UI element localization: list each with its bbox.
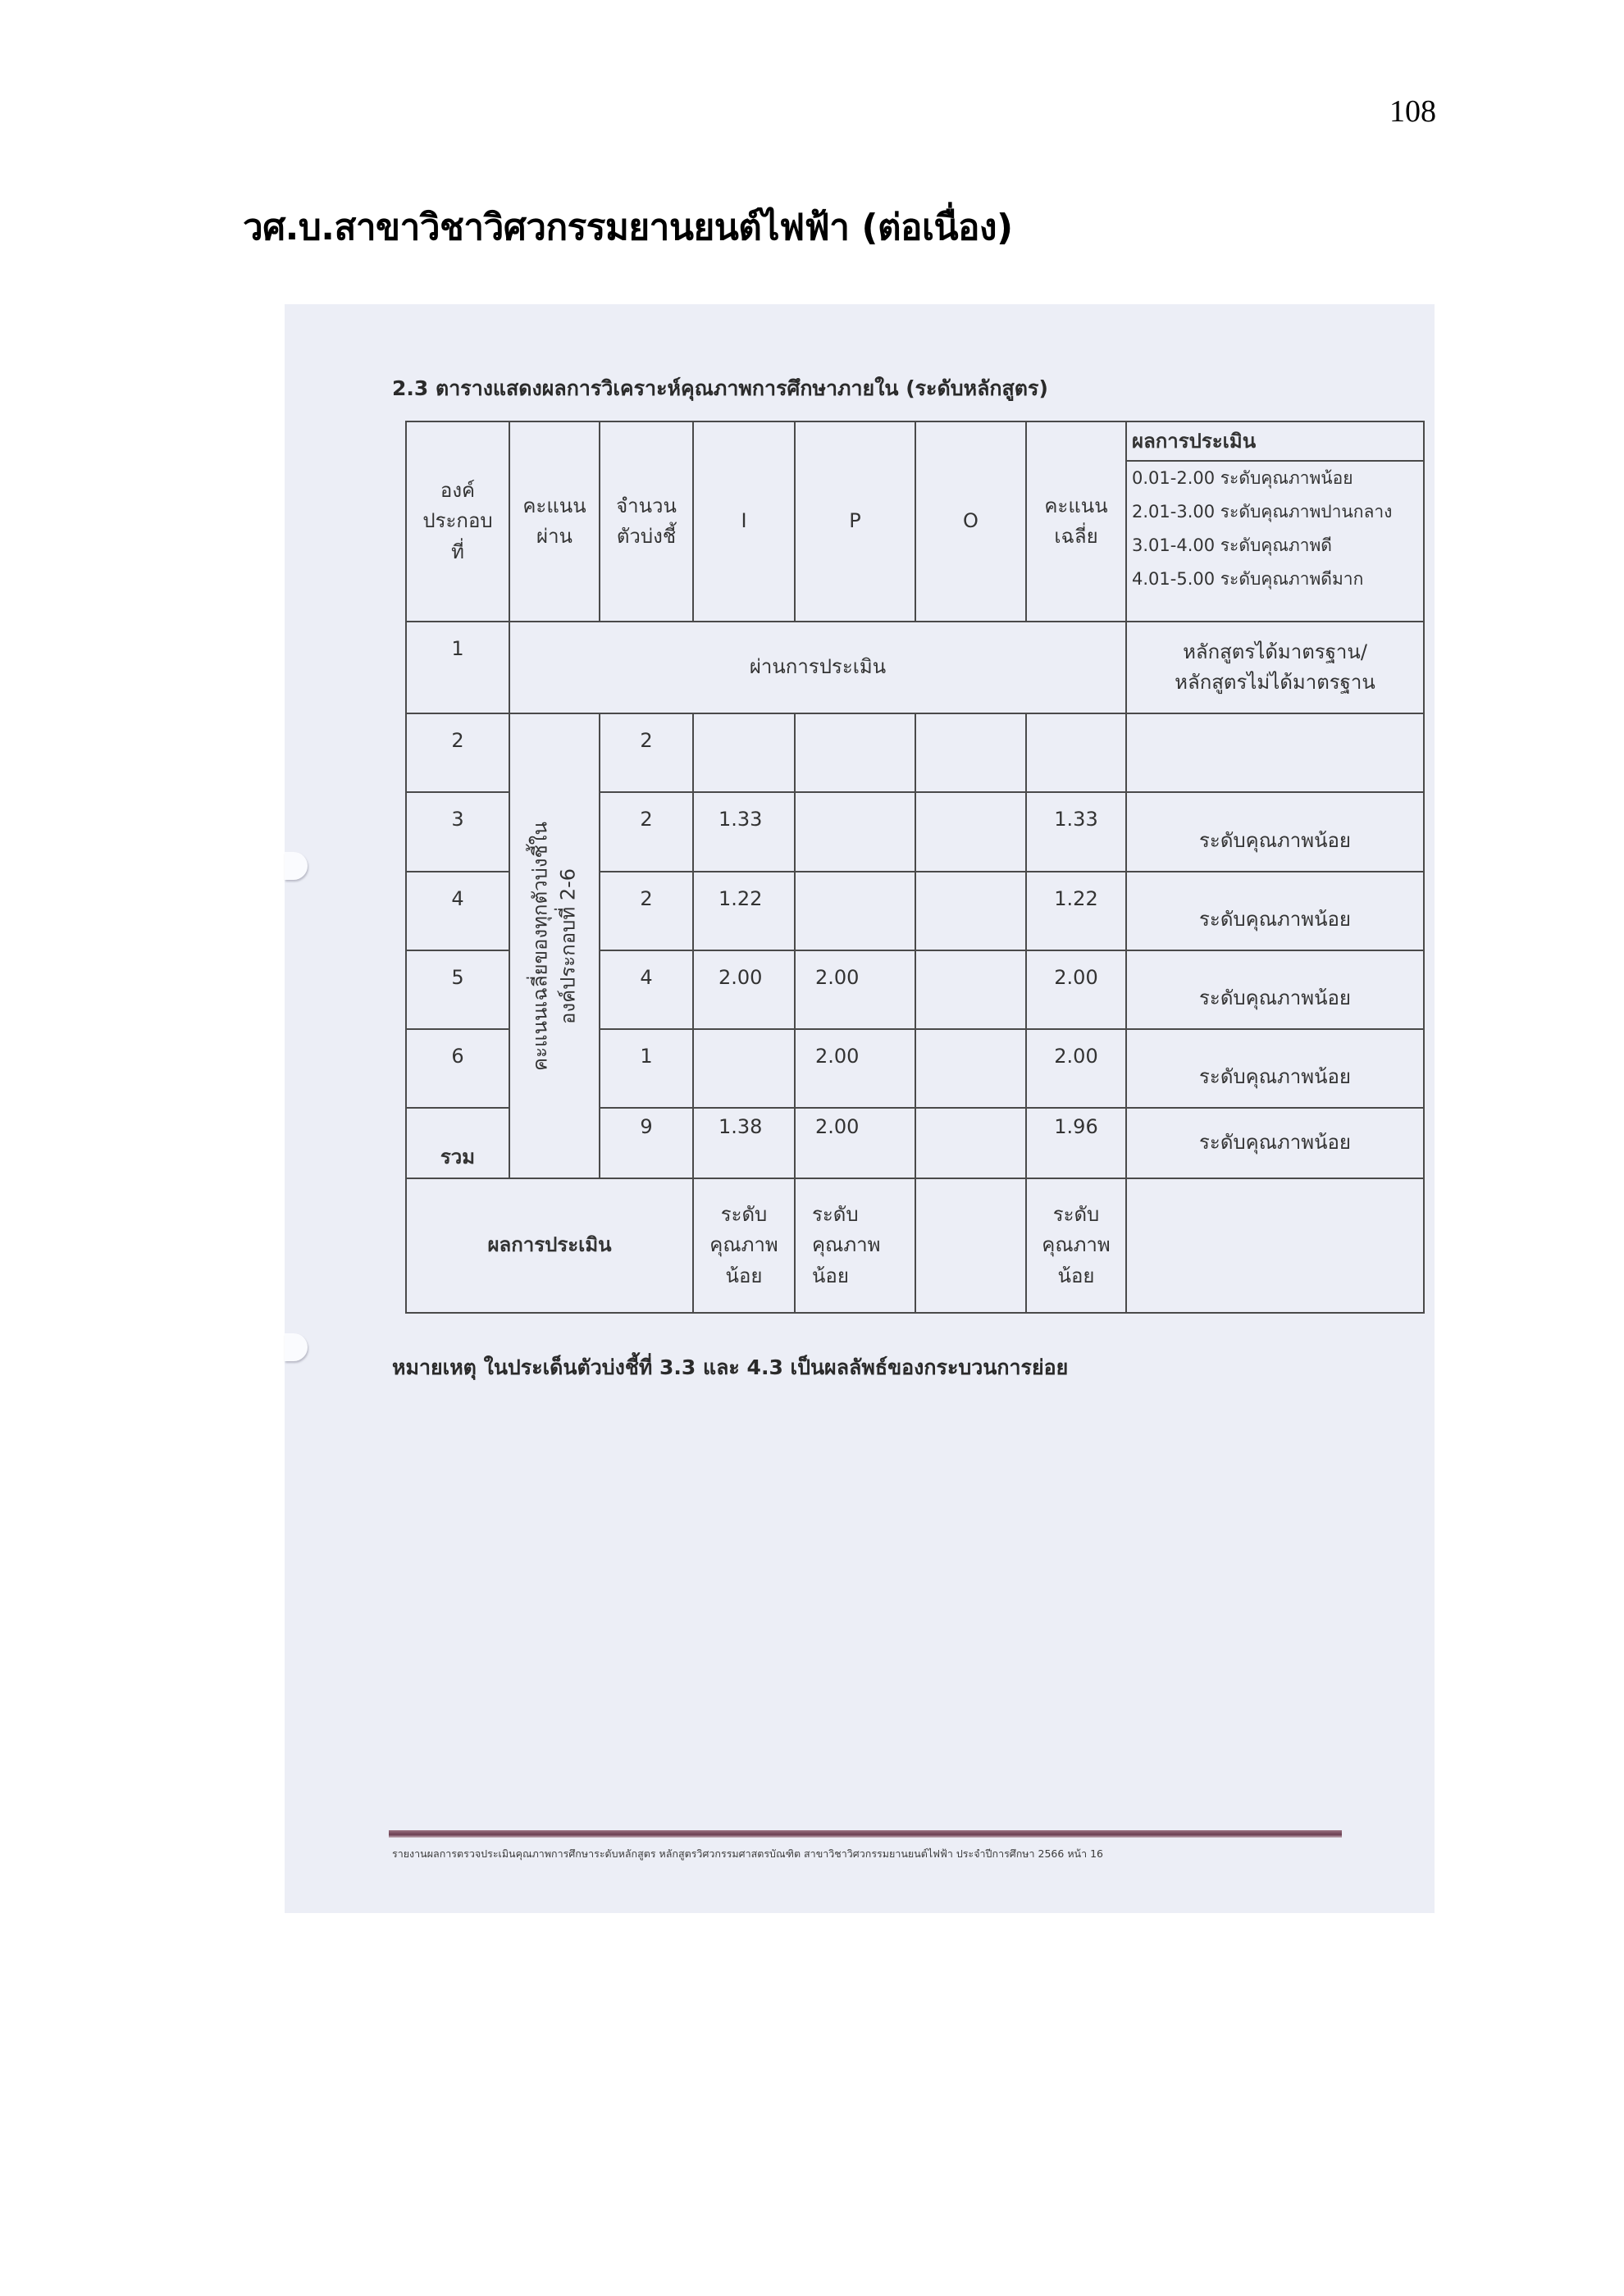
- header-p: P: [795, 421, 915, 622]
- page-number: 108: [1389, 94, 1436, 129]
- cell-component: 2: [406, 713, 509, 792]
- summary-text: น้อย: [725, 1264, 763, 1287]
- scale-line: 4.01-5.00 ระดับคุณภาพดีมาก: [1132, 569, 1364, 590]
- cell-p: [795, 713, 915, 792]
- cell-result: ระดับคุณภาพน้อย: [1126, 950, 1424, 1029]
- summary-text: คุณภาพ: [812, 1233, 881, 1257]
- cell-o: [915, 1108, 1026, 1178]
- table-row: [406, 713, 1424, 792]
- cell-o: [915, 872, 1026, 950]
- punch-hole-mark: [285, 1333, 308, 1361]
- cell-component: 1: [406, 622, 509, 713]
- punch-hole-mark: [285, 852, 308, 880]
- table-note: หมายเหตุ ในประเด็นตัวบ่งชี้ที่ 3.3 และ 4.3 เป็นผลลัพธ์ของกระบวนการย่อย: [392, 1355, 1069, 1379]
- header-text: ประกอบ: [422, 509, 493, 533]
- header-i: I: [693, 421, 795, 622]
- scale-line: 2.01-3.00 ระดับคุณภาพปานกลาง: [1132, 502, 1393, 522]
- cell-component: 4: [406, 872, 509, 950]
- cell-count: 2: [600, 792, 693, 872]
- footer-divider: [389, 1830, 1342, 1838]
- cell-count: 1: [600, 1029, 693, 1108]
- cell-summary-label: ผลการประเมิน: [406, 1178, 693, 1313]
- header-evaluation: [1126, 421, 1424, 622]
- header-text: คะแนน: [522, 494, 586, 517]
- cell-o: [915, 792, 1026, 872]
- cell-p: 2.00: [795, 1108, 915, 1178]
- header-average: [1026, 421, 1126, 622]
- cell-i: 1.33: [693, 792, 795, 872]
- summary-text: น้อย: [812, 1264, 849, 1287]
- cell-result: ระดับคุณภาพน้อย: [1126, 872, 1424, 950]
- cell-p: 2.00: [795, 1029, 915, 1108]
- cell-pass-score-merged: [509, 713, 600, 1178]
- cell-component: 5: [406, 950, 509, 1029]
- cell-o: [915, 950, 1026, 1029]
- scanned-page-image: [285, 304, 1435, 1913]
- cell-avg: 1.96: [1026, 1108, 1126, 1178]
- cell-merged-pass: ผ่านการประเมิน: [509, 622, 1126, 713]
- summary-text: ระดับ: [1052, 1203, 1100, 1227]
- evaluation-header-label: ผลการประเมิน: [1127, 422, 1423, 462]
- summary-text: ระดับ: [812, 1203, 859, 1227]
- result-text: หลักสูตรได้มาตรฐาน/: [1183, 640, 1367, 663]
- summary-text: น้อย: [1057, 1264, 1095, 1287]
- cell-summary-avg: [1026, 1178, 1126, 1313]
- cell-count: 9: [600, 1108, 693, 1178]
- cell-avg: 2.00: [1026, 1029, 1126, 1108]
- cell-i: 1.22: [693, 872, 795, 950]
- cell-avg: 1.33: [1026, 792, 1126, 872]
- cell-count: 4: [600, 950, 693, 1029]
- cell-avg: 2.00: [1026, 950, 1126, 1029]
- cell-avg: [1026, 713, 1126, 792]
- summary-text: ระดับ: [720, 1203, 768, 1227]
- cell-p: 2.00: [795, 950, 915, 1029]
- cell-result: ระดับคุณภาพน้อย: [1126, 1108, 1424, 1178]
- header-text: องค์: [440, 479, 476, 503]
- cell-component: 3: [406, 792, 509, 872]
- cell-result: [1126, 713, 1424, 792]
- cell-count: 2: [600, 872, 693, 950]
- cell-result: ระดับคุณภาพน้อย: [1126, 792, 1424, 872]
- vertical-label-line: คะแนนเฉลี่ยของทุกตัวบ่งชี้ใน: [528, 821, 552, 1071]
- cell-count: 2: [600, 713, 693, 792]
- cell-avg: 1.22: [1026, 872, 1126, 950]
- header-pass-score: [509, 421, 600, 622]
- cell-component: 6: [406, 1029, 509, 1108]
- header-o: O: [915, 421, 1026, 622]
- header-text: ที่: [451, 540, 464, 563]
- cell-summary-o: [915, 1178, 1026, 1313]
- header-indicator-count: [600, 421, 693, 622]
- cell-summary-result: [1126, 1178, 1424, 1313]
- header-component: [406, 421, 509, 622]
- cell-i: [693, 1029, 795, 1108]
- header-text: ตัวบ่งชี้: [616, 525, 677, 548]
- table-row-summary: [406, 1178, 1424, 1313]
- scan-footer: รายงานผลการตรวจประเมินคุณภาพการศึกษาระดับหลักสูตร หลักสูตรวิศวกรรมศาสตรบัณฑิต สาขาวิชาวิศวกรรมยานยนต์ไฟฟ้า ประจำปีการศึกษา 2566 หน้า 16: [392, 1847, 1103, 1860]
- header-text: เฉลี่ย: [1054, 525, 1098, 548]
- scale-line: 3.01-4.00 ระดับคุณภาพดี: [1132, 535, 1332, 556]
- header-text: ผ่าน: [536, 525, 573, 548]
- cell-i: [693, 713, 795, 792]
- vertical-label-wrap: [510, 714, 599, 1178]
- cell-total-label: รวม: [406, 1108, 509, 1178]
- cell-summary-p: [795, 1178, 915, 1313]
- result-text: หลักสูตรไม่ได้มาตรฐาน: [1175, 671, 1375, 694]
- scale-line: 0.01-2.00 ระดับคุณภาพน้อย: [1132, 468, 1353, 489]
- summary-text: คุณภาพ: [709, 1233, 778, 1257]
- header-text: จำนวน: [616, 494, 677, 517]
- vertical-label: [527, 822, 582, 1071]
- cell-summary-i: [693, 1178, 795, 1313]
- cell-result: [1126, 622, 1424, 713]
- table-title: 2.3 ตารางแสดงผลการวิเคราะห์คุณภาพการศึกษาภายใน (ระดับหลักสูตร): [392, 376, 1048, 400]
- vertical-label-line: องค์ประกอบที่ 2-6: [556, 868, 579, 1024]
- table-header-row: [406, 421, 1424, 622]
- cell-i: 1.38: [693, 1108, 795, 1178]
- summary-text: คุณภาพ: [1042, 1233, 1111, 1257]
- cell-i: 2.00: [693, 950, 795, 1029]
- cell-p: [795, 792, 915, 872]
- cell-o: [915, 1029, 1026, 1108]
- cell-result: ระดับคุณภาพน้อย: [1126, 1029, 1424, 1108]
- table-row: [406, 622, 1424, 713]
- cell-p: [795, 872, 915, 950]
- quality-analysis-table: [405, 421, 1425, 1314]
- header-text: คะแนน: [1044, 494, 1108, 517]
- page-heading: วศ.บ.สาขาวิชาวิศวกรรมยานยนต์ไฟฟ้า (ต่อเนื่อง): [243, 207, 1013, 248]
- cell-o: [915, 713, 1026, 792]
